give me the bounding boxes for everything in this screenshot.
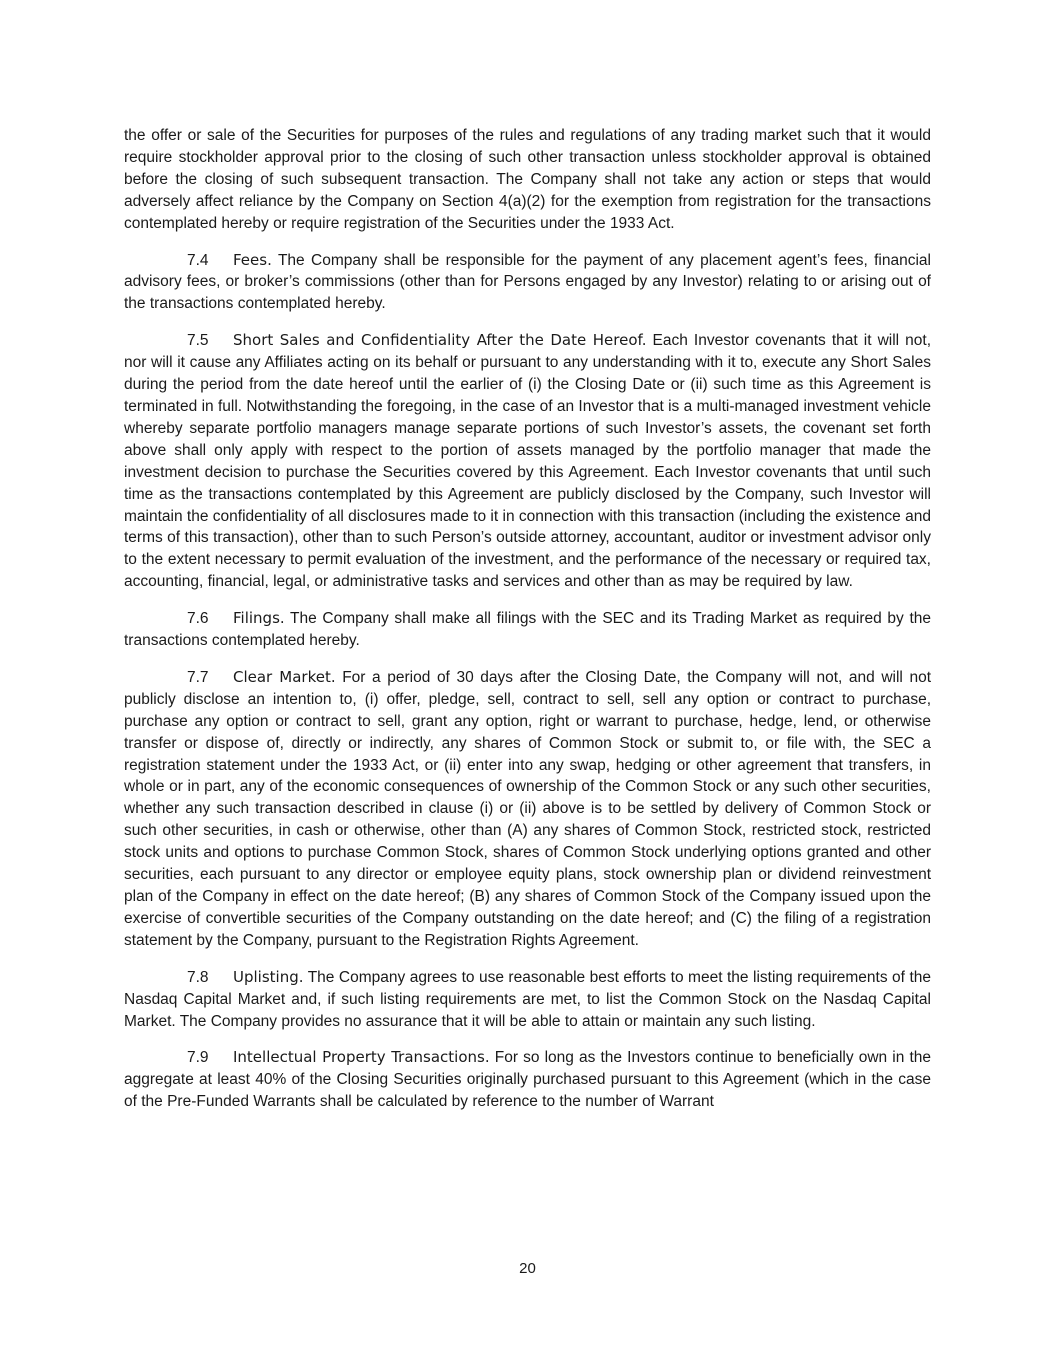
section-7-6	[124, 608, 931, 652]
section-body: For a period of 30 days after the Closing Date, the Company will not, and will not publicly disclose an intention to, (i) offer, pledge, sell, contract to sell, sell any option or contract to purchase, purchase any option or contract to sell, grant any option, right or warrant to purchase, hedge, lend, or otherwise transfer or dispose of, directly or indirectly, any shares of Common Stock or submit to, or file with, the SEC a registration statement under the 1933 Act, or (ii) enter into any swap, hedging or other agreement that transfers, in whole or in part, any of the economic consequences of ownership of the Common Stock or any such other securities, whether any such transaction described in clause (i) or (ii) above is to be settled by delivery of Common Stock or such other securities, in cash or otherwise, other than (A) any shares of Common Stock, restricted stock, restricted stock units and options to purchase Common Stock, shares of Common Stock underlying options granted and other securities, each pursuant to any director or employee equity plans, stock ownership plan or dividend reinvestment plan of the Company in effect on the date hereof; (B) any shares of Common Stock of the Company issued upon the exercise of convertible securities of the Company outstanding on the date hereof; and (C) the filing of a registration statement by the Company, pursuant to the Registration Rights Agreement.	[124, 668, 932, 949]
section-7-9	[124, 1047, 931, 1113]
section-number: 7.4	[187, 251, 209, 269]
section-body: The Company agrees to use reasonable best efforts to meet the listing requirements of the Nasdaq Capital Market and, if such listing requirements are met, to list the Common Stock on the Nasdaq Capital Market. The Company provides no assurance that it will be able to attain or maintain any such listing.	[124, 968, 931, 1030]
section-body: For so long as the Investors continue to beneficially own in the aggregate at least 40% of the Closing Securities originally purchased pursuant to this Agreement (which in the case of the Pre-Funded Warrants shall be calculated by reference to the number of Warrant	[124, 1049, 931, 1111]
section-heading: Fees.	[233, 250, 272, 269]
section-number: 7.9	[187, 1049, 209, 1067]
section-heading: Short Sales and Confidentiality After the Date Hereof.	[233, 331, 647, 350]
section-heading: Clear Market.	[233, 667, 336, 686]
section-7-8	[124, 967, 931, 1033]
continuation-paragraph: the offer or sale of the Securities for purposes of the rules and regulations of any trading market such that it would require stockholder approval prior to the closing of such other transaction unless stockholder approval is obtained before the closing of such subsequent transaction. The Company shall not take any action or steps that would adversely affect reliance by the Company on Section 4(a)(2) for the exemption from registration for the transactions contemplated hereby or require registration of the Securities under the 1933 Act.	[124, 127, 931, 232]
section-body: The Company shall be responsible for the payment of any placement agent’s fees, financial advisory fees, or broker’s commissions (other than for Persons engaged by any Investor) relating to or arising out of the transactions contemplated hereby.	[124, 251, 931, 313]
section-number: 7.7	[187, 668, 209, 686]
section-7-4	[124, 250, 931, 316]
section-heading: Intellectual Property Transactions.	[233, 1048, 490, 1067]
section-number: 7.6	[187, 610, 209, 628]
section-body: Each Investor covenants that it will not, nor will it cause any Affiliates acting on its behalf or pursuant to any understanding with it to, execute any Short Sales during the period from the date hereof until the earlier of (i) the Closing Date or (ii) such time as this Agreement is terminated in full. Notwithstanding the foregoing, in the case of an Investor that is a multi-managed investment vehicle whereby separate portfolio managers manage separate portions of such Investor’s assets, the covenant set forth above shall only apply with respect to the portion of assets managed by the portfolio manager that made the investment decision to purchase the Securities covered by this Agreement. Each Investor covenants that until such time as the transactions contemplated by this Agreement are publicly disclosed by the Company, such Investor will maintain the confidentiality of all disclosures made to it in connection with this transaction (including the existence and terms of this transaction), other than to such Person’s outside attorney, accountant, auditor or investment advisor only to the extent necessary to permit evaluation of the investment, and the performance of the necessary or required tax, accounting, financial, legal, or administrative tasks and services and other than as may be required by law.	[124, 332, 932, 591]
page-number: 20	[519, 1260, 536, 1277]
section-number: 7.5	[187, 332, 209, 350]
section-heading: Filings.	[233, 609, 285, 628]
section-heading: Uplisting.	[233, 967, 304, 986]
document-page	[124, 125, 931, 1128]
section-7-7	[124, 667, 931, 952]
section-7-5	[124, 330, 931, 593]
section-number: 7.8	[187, 968, 209, 986]
section-body: The Company shall make all filings with the SEC and its Trading Market as required by the transactions contemplated hereby.	[124, 610, 931, 650]
